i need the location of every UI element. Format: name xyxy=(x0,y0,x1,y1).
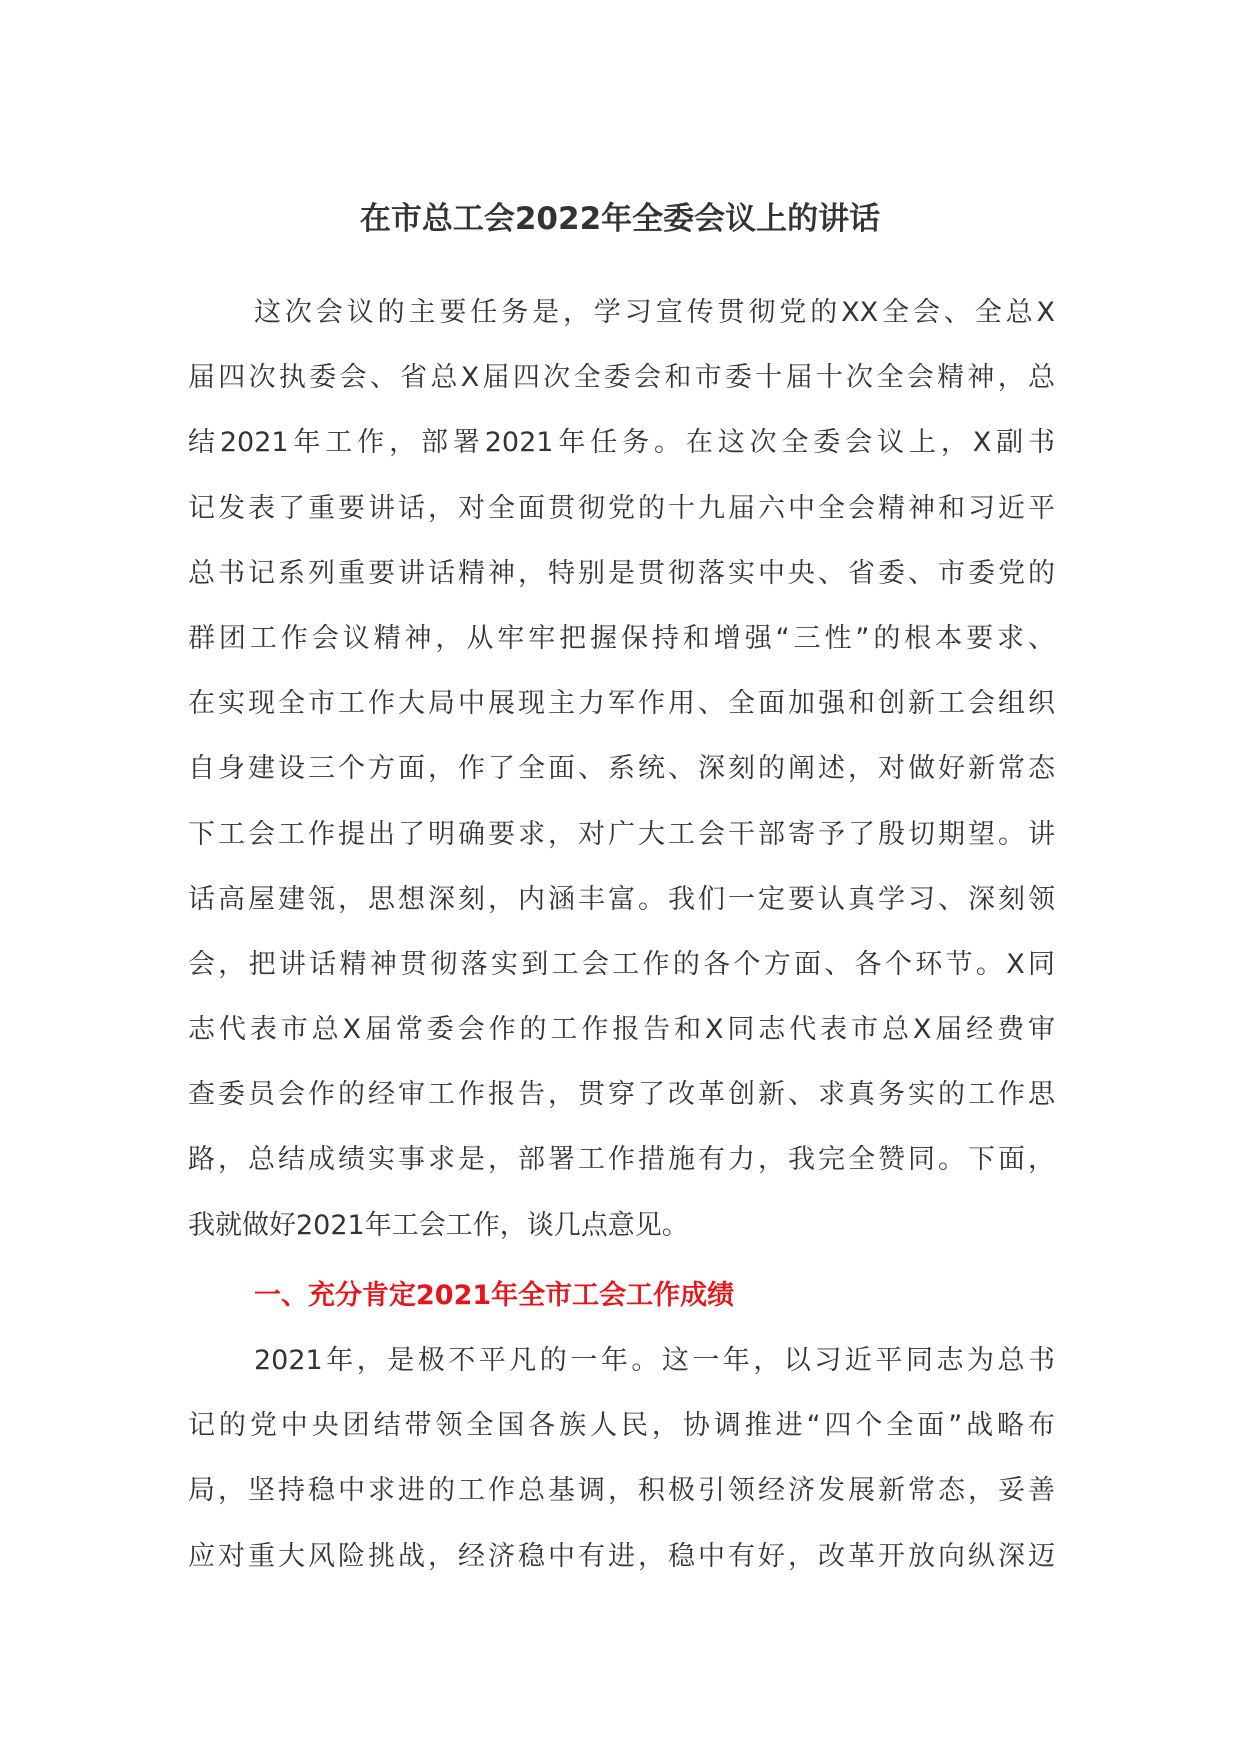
paragraph-section-one xyxy=(188,1328,1055,1589)
text-line: 总书记系列重要讲话精神，特别是贯彻落实中央、省委、市委党的 xyxy=(188,557,1055,589)
text-line: 在实现全市工作大局中展现主力军作用、全面加强和创新工会组织 xyxy=(188,688,1055,720)
document-title: 在市总工会2022年全委会议上的讲话 xyxy=(359,201,881,237)
text-line: 2021年，是极不平凡的一年。这一年，以习近平同志为总书 xyxy=(254,1345,1055,1376)
text-line: 局，坚持稳中求进的工作总基调，积极引领经济发展新常态，妥善 xyxy=(188,1475,1055,1507)
text-line: 应对重大风险挑战，经济稳中有进，稳中有好，改革开放向纵深迈 xyxy=(188,1540,1055,1572)
text-line: 会，把讲话精神贯彻落实到工会工作的各个方面、各个环节。X同 xyxy=(188,948,1055,980)
text-line: 记的党中央团结带领全国各族人民，协调推进“四个全面”战略布 xyxy=(188,1410,1055,1442)
text-line: 话高屋建瓴，思想深刻，内涵丰富。我们一定要认真学习、深刻领 xyxy=(188,883,1055,915)
text-line: 这次会议的主要任务是，学习宣传贯彻党的XX全会、全总X xyxy=(254,297,1055,328)
section-heading: 一、充分肯定2021年全市工会工作成绩 xyxy=(254,1280,735,1311)
text-line: 下工会工作提出了明确要求，对广大工会干部寄予了殷切期望。讲 xyxy=(188,818,1055,850)
paragraph-intro xyxy=(188,280,1055,1258)
text-line: 路，总结成绩实事求是，部署工作措施有力，我完全赞同。下面， xyxy=(188,1144,1055,1176)
text-line: 届四次执委会、省总X届四次全委会和市委十届十次全会精神，总 xyxy=(188,362,1055,394)
text-line: 记发表了重要讲话，对全面贯彻党的十九届六中全会精神和习近平 xyxy=(188,492,1055,524)
text-line: 结2021年工作，部署2021年任务。在这次全委会议上，X副书 xyxy=(188,427,1055,459)
text-line: 群团工作会议精神，从牢牢把握保持和增强“三性”的根本要求、 xyxy=(188,622,1055,654)
text-line: 志代表市总X届常委会作的工作报告和X同志代表市总X届经费审 xyxy=(188,1014,1055,1046)
text-line: 自身建设三个方面，作了全面、系统、深刻的阐述，对做好新常态 xyxy=(188,753,1055,785)
text-line: 查委员会作的经审工作报告，贯穿了改革创新、求真务实的工作思 xyxy=(188,1079,1055,1111)
text-line: 我就做好2021年工会工作，谈几点意见。 xyxy=(188,1209,689,1241)
